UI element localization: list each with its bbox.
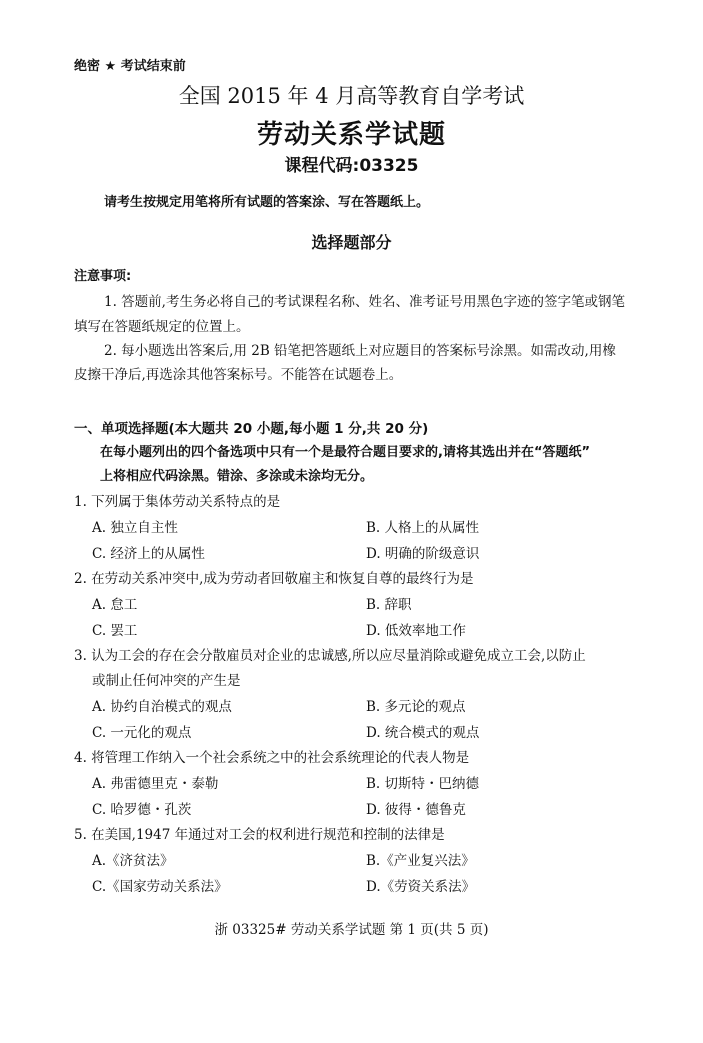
answer-notice: 请考生按规定用笔将所有试题的答案涂、写在答题纸上。 [104, 195, 430, 210]
question-2-option-b: B. 辞职 [366, 597, 412, 613]
question-5-option-d: D.《劳资关系法》 [366, 879, 476, 895]
question-1-option-a: A. 独立自主性 [92, 520, 178, 536]
course-code: 课程代码:03325 [284, 156, 419, 176]
question-2-stem: 2. 在劳动关系冲突中,成为劳动者回敬雇主和恢复自尊的最终行为是 [74, 571, 474, 587]
question-5-option-a: A.《济贫法》 [92, 853, 174, 869]
question-2-option-d: D. 低效率地工作 [366, 623, 466, 639]
section-instruction-line-1: 在每小题列出的四个备选项中只有一个是最符合题目要求的,请将其选出并在“答题纸” [100, 445, 591, 460]
exam-title: 全国 2015 年 4 月高等教育自学考试 [178, 84, 525, 108]
attention-item-2-line-1: 2. 每小题选出答案后,用 2B 铅笔把答题纸上对应题目的答案标号涂黑。如需改动,用橡 [104, 343, 616, 359]
question-1-option-c: C. 经济上的从属性 [92, 546, 205, 562]
question-2-option-a: A. 怠工 [92, 597, 138, 613]
question-4-stem: 4. 将管理工作纳入一个社会系统之中的社会系统理论的代表人物是 [74, 750, 470, 766]
question-5-option-b: B.《产业复兴法》 [366, 853, 475, 869]
attention-item-1-line-2: 填写在答题纸规定的位置上。 [74, 319, 250, 335]
attention-title: 注意事项: [74, 269, 132, 284]
page-footer: 浙 03325# 劳动关系学试题 第 1 页(共 5 页) [214, 922, 489, 938]
section-instruction-line-2: 上将相应代码涂黑。错涂、多涂或未涂均无分。 [100, 469, 374, 484]
question-3-option-c: C. 一元化的观点 [92, 725, 192, 741]
section-title: 一、单项选择题(本大题共 20 小题,每小题 1 分,共 20 分) [74, 421, 429, 437]
confidential-mark: 绝密 ★ 考试结束前 [74, 59, 186, 74]
question-5-option-c: C.《国家劳动关系法》 [92, 879, 228, 895]
attention-item-1-line-1: 1. 答题前,考生务必将自己的考试课程名称、姓名、准考证号用黑色字迹的签字笔或钢笔 [104, 294, 625, 310]
question-1-option-d: D. 明确的阶级意识 [366, 546, 480, 562]
part-title: 选择题部分 [311, 233, 392, 252]
question-3-stem-line-1: 3. 认为工会的存在会分散雇员对企业的忠诚感,所以应尽量消除或避免成立工会,以防止 [74, 648, 586, 664]
question-4-option-b: B. 切斯特・巴纳德 [366, 776, 480, 792]
question-1-stem: 1. 下列属于集体劳动关系特点的是 [74, 494, 281, 510]
question-4-option-d: D. 彼得・德鲁克 [366, 802, 466, 818]
question-1-option-b: B. 人格上的从属性 [366, 520, 480, 536]
question-4-option-c: C. 哈罗德・孔茨 [92, 802, 192, 818]
attention-item-2-line-2: 皮擦干净后,再选涂其他答案标号。不能答在试题卷上。 [74, 367, 403, 383]
question-3-option-a: A. 协约自治模式的观点 [92, 699, 232, 715]
question-5-stem: 5. 在美国,1947 年通过对工会的权利进行规范和控制的法律是 [74, 827, 445, 843]
subject-title: 劳动关系学试题 [256, 120, 446, 150]
question-3-stem-line-2: 或制止任何冲突的产生是 [92, 673, 241, 689]
question-4-option-a: A. 弗雷德里克・泰勒 [92, 776, 219, 792]
question-3-option-b: B. 多元论的观点 [366, 699, 466, 715]
question-3-option-d: D. 统合模式的观点 [366, 725, 480, 741]
question-2-option-c: C. 罢工 [92, 623, 138, 639]
